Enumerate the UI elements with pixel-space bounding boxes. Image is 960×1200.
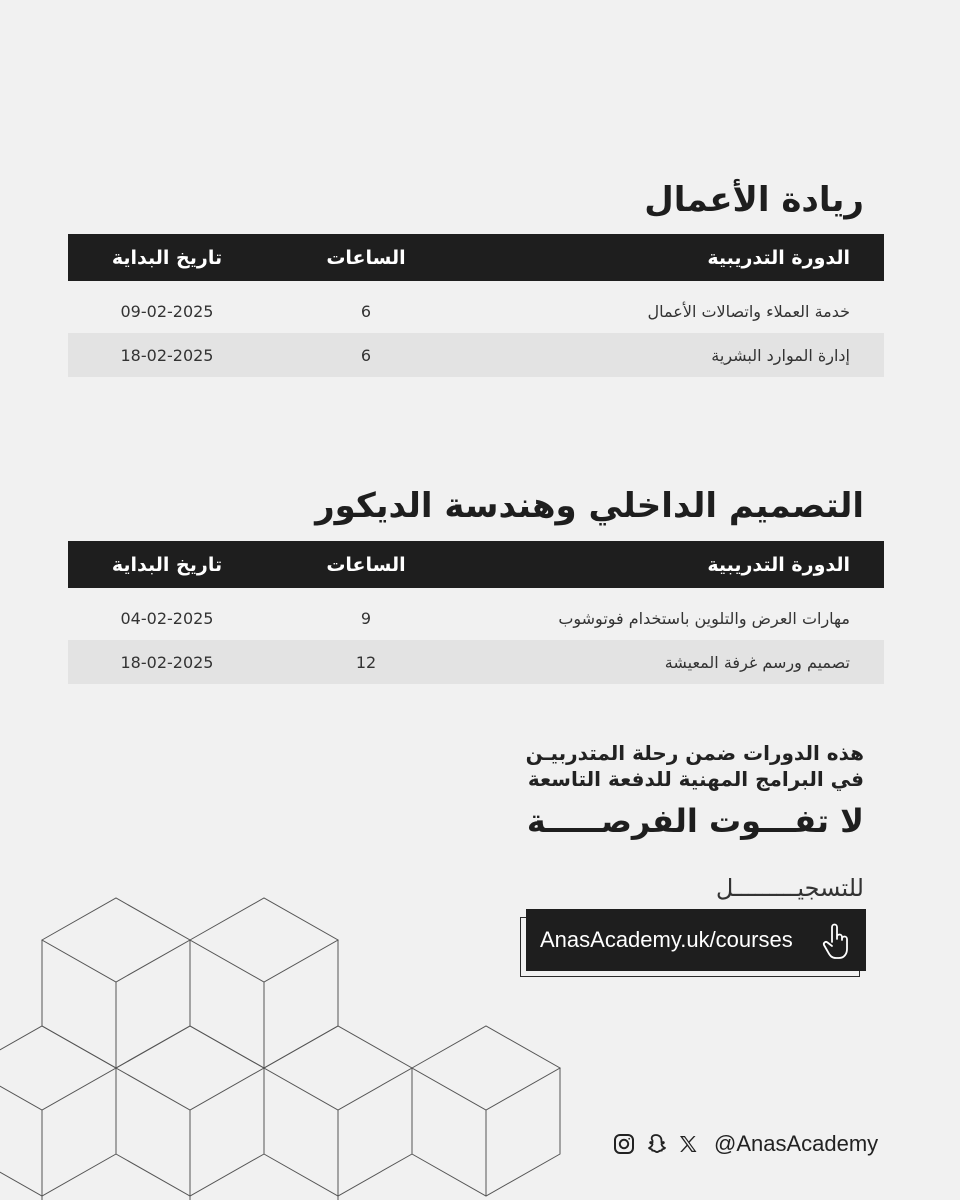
social-bar [612, 1128, 878, 1160]
registration-url: AnasAcademy.uk/courses [540, 927, 793, 952]
course-hours: 9 [360, 608, 372, 628]
course-name: إدارة الموارد البشرية [711, 345, 850, 365]
course-hours: 6 [360, 301, 372, 321]
course-name: خدمة العملاء واتصالات الأعمال [647, 301, 850, 321]
promo-line-2: في البرامج المهنية للدفعة التاسعة [527, 767, 864, 791]
register-label: للتسجيـــــــــل [715, 874, 864, 902]
column-header-hours: الساعات [326, 553, 406, 576]
courses-table-entrepreneurship [68, 234, 884, 377]
section-title-entrepreneurship: ريادة الأعمال [644, 180, 864, 220]
snapchat-icon[interactable] [644, 1132, 668, 1156]
column-header-hours: الساعات [326, 246, 406, 269]
x-icon[interactable] [676, 1132, 700, 1156]
table-header [68, 234, 884, 281]
course-name: تصميم ورسم غرفة المعيشة [664, 652, 850, 672]
course-hours: 12 [355, 652, 377, 672]
promo-call-to-action: لا تفـــوت الفرصـــــة [526, 802, 864, 840]
course-start-date: 09-02-2025 [120, 301, 214, 321]
section-title-interior-design: التصميم الداخلي وهندسة الديكور [315, 486, 864, 526]
social-handle[interactable]: @AnasAcademy [714, 1131, 879, 1156]
pointing-hand-icon [822, 922, 852, 966]
table-row [68, 289, 884, 333]
course-start-date: 18-02-2025 [120, 345, 214, 365]
column-header-course: الدورة التدريبية [707, 246, 850, 269]
column-header-start-date: تاريخ البداية [111, 553, 223, 576]
instagram-icon[interactable] [612, 1132, 636, 1156]
table-row [68, 596, 884, 640]
course-name: مهارات العرض والتلوين باستخدام فوتوشوب [558, 608, 850, 628]
table-header [68, 541, 884, 588]
course-hours: 6 [360, 345, 372, 365]
column-header-course: الدورة التدريبية [707, 553, 850, 576]
courses-table-interior-design [68, 541, 884, 684]
table-row [68, 640, 884, 684]
table-row [68, 333, 884, 377]
decorative-cubes [0, 890, 580, 1200]
column-header-start-date: تاريخ البداية [111, 246, 223, 269]
course-start-date: 04-02-2025 [120, 608, 214, 628]
promo-line-1: هذه الدورات ضمن رحلة المتدربيـن [525, 741, 864, 765]
course-start-date: 18-02-2025 [120, 652, 214, 672]
